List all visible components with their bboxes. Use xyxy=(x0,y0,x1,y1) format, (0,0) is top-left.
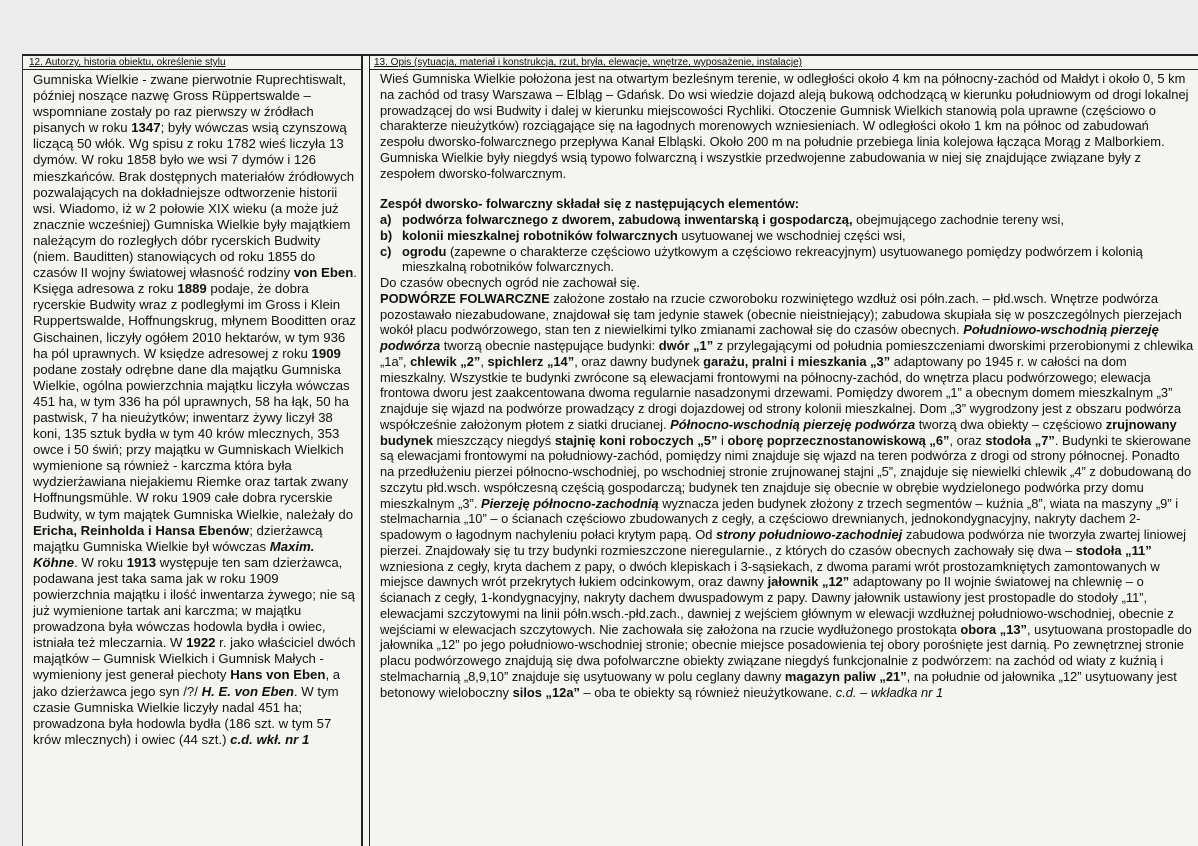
intro-paragraph-2: Gumniska Wielkie były niegdyś wsią typowo folwarczną i wszystkie przedwojenne zabudowania w niej się znajdujące związane były z zespołem dworsko-folwarcznym. xyxy=(380,149,1141,181)
list-item: c) ogrodu (zapewne o charakterze częściowo użytkowym a częściowo rekreacyjnym) usytuowanego pomiędzy podwórzem i kolonią mieszkalną robotników folwarcznych. xyxy=(380,243,1143,275)
history-continuation-note: c.d. wkł. nr 1 xyxy=(230,731,310,747)
history-bold-italic: Maxim. Köhne xyxy=(33,538,315,570)
history-header: 12. Autorzy, historia obiektu, określenie stylu xyxy=(23,56,361,70)
history-text-run: ; dzierżawcą majątku Gumniska Wielkie był wówczas xyxy=(33,522,323,554)
history-bold: Ericha, Reinholda i Hansa Ebenów xyxy=(33,522,250,538)
ogrod-note: Do czasów obecnych ogród nie zachował się. xyxy=(380,275,641,290)
list-item: b) kolonii mieszkalnej robotników folwarcznych usytuowanej we wschodniej części wsi, xyxy=(380,227,906,243)
history-text-run: . W roku xyxy=(74,554,127,570)
history-bold: von Eben xyxy=(293,265,354,281)
intro-paragraph: Wieś Gumniska Wielkie położona jest na otwartym bezleśnym terenie, w odległości około 4 km na północny-zachód od Małdyt i około 0, 5 km na zachód od trasy Warszawa – Elbląg – Gdańsk. Do wsi wiedzie dojazd aleją bukową odchodzącą w kierunku południowym od drogi lokalnej prowadzącej do wsi Budwity i dalej w kierunku miejscowości Rychliki. Otoczenie Gumnisk Wielkich stanowią pola uprawne (częściowo o charakterze nieużytków) rozciągające się na łagodnych morenowych wzniesieniach. W odległości około 1 km na północ od zabudowań zespołu dworsko-folwarcznego przepływa Kanał Elbląski. Około 200 m na południe przebiega linia kolejowa łącząca Morąg z Malborkiem. xyxy=(380,71,1189,149)
history-text-run: podane zostały odrębne dane dla majątku Gumniska Wielkie, ogólna powierzchnia majątku liczyła wówczas 451 ha, w tym 336 ha pól uprawnych, 58 ha łąk, 50 ha pastwisk, 7 ha nieużytków; inwentarz żywy liczył 38 koni, 135 sztuk bydła w tym 40 krów mlecznych, 353 owce i 50 świń; przy majątku w Gumniskach Wielkich wymienione są również - karczma która była wydzierżawiana niejakiemu Riemke oraz tartak zwany Hoffnungsmühle. W roku 1909 całe dobra rycerskie Budwity, w tym majątek Gumniska Wielkie, należały do xyxy=(33,361,354,522)
history-text-run: r. jako właściciel dwóch majątków – Gumnisk Wielkich i Gumnisk Małych - wymieniony jest generał piechoty xyxy=(33,635,356,683)
list-item: a) podwórza folwarcznego z dworem, zabudową inwentarską i gospodarczą, obejmującego zachodnie tereny wsi, xyxy=(380,212,1064,227)
history-text-run: podaje, że dobra rycerskie Budwity wraz z podległymi im Gross i Klein Ruppertswalde, Hoffnungskrug, młynem Booditten oraz Gischainen, liczyły ogółem 2010 hektarów, w tym 936 ha pól uprawnych. W księdze adresowej z roku xyxy=(33,281,357,361)
history-bold: 1909 xyxy=(311,345,341,361)
history-bold: 1347 xyxy=(131,120,161,136)
history-text xyxy=(23,70,361,748)
history-text-run: ; były wówczas wsią czynszową liczącą 50 włók. Wg spisu z roku 1782 wieś liczyła 13 dymów. W roku 1858 było we wsi 7 dymów i 126 mieszkańców. Brak dostępnych materiałów źródłowych pozwalających na dokładniejsze odtworzenie historii wsi. Wiadomo, iż w 2 połowie XIX wieku (a może już znacznie wcześniej) Gumniska Wielkie były majątkiem należącym do rozległych dóbr rycerskich Budwity (niem. Bauditten) stanowiących od roku 1855 do czasów II wojny światowej własność rodziny xyxy=(33,120,355,281)
description-header: 13. Opis (sytuacja, materiał i konstrukcja, rzut, bryła, elewacje, wnętrze, wyposażenie, instalacje) xyxy=(370,56,1198,70)
history-bold-italic: H. E. von Eben xyxy=(201,683,294,699)
history-text-run: , a jako dzierżawca jego syn /?/ xyxy=(33,667,341,699)
history-text-run: . W tym czasie Gumniska Wielkie liczyły nadal 451 ha; prowadzona była hodowla bydła (186 szt. w tym 57 krów mlecznych) i owiec (44 szt.) xyxy=(33,683,339,747)
history-bold: 1922 xyxy=(186,635,216,651)
history-text-run: występuje ten sam dzierżawca, podawana jest taka sama jak w roku 1909 powierzchnia majątku i ilość inwentarza żywego; nie są już wymienione tartak ani karczma; w majątku prowadzona była wówczas hodowla bydła i owiec, istniała też mleczarnia. W xyxy=(33,554,355,651)
continuation-note: c.d. – wkładka nr 1 xyxy=(835,684,944,700)
section-title: PODWÓRZE FOLWARCZNE xyxy=(380,290,550,306)
zespol-heading: Zespół dworsko- folwarczny składał się z następujących elementów: xyxy=(380,196,800,212)
history-bold: 1889 xyxy=(177,281,207,297)
description-text xyxy=(370,70,1198,700)
form-sheet xyxy=(22,54,1198,846)
history-bold: 1913 xyxy=(126,554,157,570)
description-column xyxy=(369,56,1198,846)
history-text-run: Gumniska Wielkie - zwane pierwotnie Ruprechtiswalt, później noszące nazwę Gross Rüppertswalde – wspomniane zostały po raz pierwszy w źródłach pisanych w roku xyxy=(33,72,346,136)
history-column xyxy=(23,56,363,846)
podworze-paragraph: PODWÓRZE FOLWARCZNE założone zostało na rzucie czworoboku rozwiniętego wzdłuż osi półn.zach. – płd.wsch. Wnętrze podwórza pozostawało niezabudowane, znajdował się tam jedynie stawek (obecnie nieistniejący); zabudowa skupiała się w poszczególnych pierzejach wokół placu podwórzowego, stan ten z niewielkimi tylko zmianami zachował się do czasów obecnych. Południowo-wschodnią pierzeję podwórza tworzą obecnie następujące budynki: dwór „1” z przylegającymi od południa pomieszczeniami dworskimi przerobionymi z chlewika „1a”, chlewik „2”, spichlerz „14”, oraz dawny budynek garażu, pralni i mieszkania „3” adaptowany po 1945 r. w całości na dom mieszkalny. Wszystkie te budynki zwrócone są elewacjami frontowymi na północny-zachód, do wnętrza placu podwórzowego; elewacja frontowa dworu jest zaakcentowana dwoma regularnie nasadzonymi drzewami. Pomiędzy dworem „1” a obecnym domem mieszkalnym „3” znajduje się wjazd na podwórze prowadzący z drogi dojazdowej od strony kolonii mieszkalnej. Dom „3” wygrodzony jest z obszaru podwórza współcześnie założonym płotem z siatki drucianej. Północno-wschodnią pierzeję podwórza tworzą dwa obiekty – częściowo zrujnowany budynek mieszczący niegdyś stajnię koni roboczych „5” i oborę poprzecznostanowiskową „6”, oraz stodoła „7”. Budynki te skierowane są elewacjami frontowymi na południowy-zachód, pomiędzy nimi znajduje się wjazd na teren podwórza z drogi od strony północnej. Ponadto na przedłużeniu pierzei północno-wschodniej, po wschodniej stronie zrujnowanej stajni „5”, znajduje się niewielki chlewik „4” z dobudowaną do szczytu płd.wsch. współczesną częścią gospodarczą; budynek ten znajduje się obecnie w obrębie wydzielonego podwórka przy domu mieszkalnym „3”. Pierzeję północno-zachodnią wyznacza jeden budynek złożony z trzech segmentów – kuźnia „8”, wiata na maszyny „9” i stelmacharnia „10” – o ścianach częściowo zbudowanych z cegły, a częściowo drewnianych, jednokondygnacyjny, nakryty dachem 2-spadowym o łagodnym nachyleniu połaci krytym papą. Od strony południowo-zachodniej zabudowa podwórza nie tworzyła zwartej liniowej pierzei. Znajdowały się tu trzy budynki rozmieszczone nieregularnie., z których do czasów obecnych zachowały się dwa – stodoła „11” wzniesiona z cegły, kryta dachem z papy, o dwóch klepiskach i 3-sąsiekach, z dwoma parami wrót prostozamkniętych zamontowanych w miejsce dawnych wrót przekrytych łukiem odcinkowym, oraz dawny jałownik „12” adaptowany po II wojnie światowej na chlewnię – o ścianach z cegły, 1-kondygnacyjny, nakryty dachem dwuspadowym z papy. Dawny jałownik ustawiony jest prostopadle do stodoły „11”, elewacjami szczytowymi na linii półn.wsch.-płd.zach., dawniej z wejściem głównym w elewacji wzdłużnej południowo-wschodniej, obecnie z wejściami w elewacjach szczytowych. Nie zachowała się założona na rzucie wydłużonego prostokąta obora „13”, usytuowana prostopadle do jałownika „12” po jego południowo-wschodniej stronie; obecnie miejsce posadowienia tej obory porośnięte jest darnią. Po zewnętrznej stronie placu podwórzowego znajdują się dwa pofolwarczne obiekty związane niegdyś funkcjonalnie z podwórzem: na zachód od wiaty z kuźnią i stelmacharnią „8,9,10” znajduje się usytuowany w polu ceglany dawny magazyn paliw „21”, na południe od jałownika „12” usytuowany jest betonowy wieloboczny silos „12a” – oba te obiekty są również nieużytkowane. c.d. – wkładka nr 1 xyxy=(380,290,1194,700)
history-bold: Hans von Eben xyxy=(230,667,326,683)
history-text-run: . Księga adresowa z roku xyxy=(33,265,357,297)
